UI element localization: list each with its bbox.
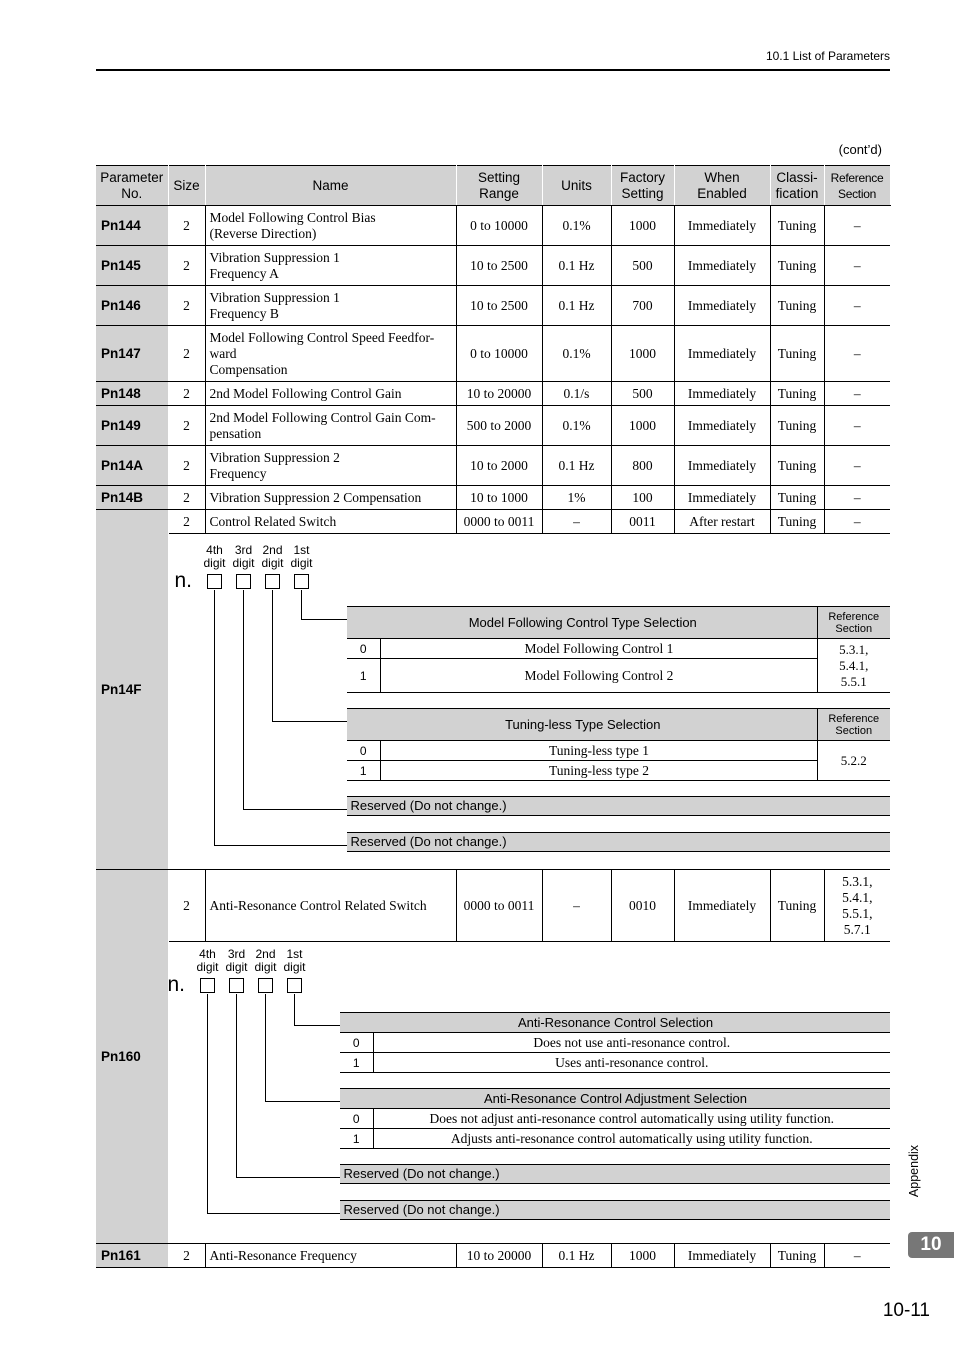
setting-group-1 <box>340 1012 890 1073</box>
name-cell: Anti-Resonance Control Related Switch <box>205 870 456 942</box>
digit-diagram <box>169 942 890 1243</box>
enabled-cell: Immediately <box>674 286 770 326</box>
digit-label: 2nd digit <box>254 947 277 974</box>
diagram-row <box>96 942 890 1244</box>
range-cell: 0 to 10000 <box>456 326 542 382</box>
factory-cell: 1000 <box>611 206 674 246</box>
size-cell: 2 <box>168 446 205 486</box>
digit-label: 4th digit <box>196 947 219 974</box>
param-no: Pn145 <box>96 246 168 286</box>
ref-cell: – <box>824 206 890 246</box>
reference-header: Reference Section <box>818 709 890 741</box>
continued-label: (cont’d) <box>838 142 882 157</box>
enabled-cell: After restart <box>674 510 770 534</box>
ref-cell: – <box>824 382 890 406</box>
ref-cell: – <box>824 446 890 486</box>
class-cell: Tuning <box>770 406 824 446</box>
parameter-table <box>96 165 891 1268</box>
param-no: Pn144 <box>96 206 168 246</box>
col-header: When Enabled <box>674 166 770 206</box>
ref-cell: – <box>824 246 890 286</box>
option-value: 1 <box>347 761 381 781</box>
running-header: 10.1 List of Parameters <box>765 49 890 63</box>
reserved-row: Reserved (Do not change.) <box>347 796 890 816</box>
class-cell: Tuning <box>770 510 824 534</box>
connector-line <box>214 845 347 846</box>
col-header: Reference Section <box>824 166 890 206</box>
connector-line <box>236 1177 340 1178</box>
reference-header: Reference Section <box>818 607 890 639</box>
name-cell: Vibration Suppression 1 Frequency A <box>205 246 456 286</box>
table-row <box>96 326 890 382</box>
connector-line <box>265 1101 340 1102</box>
header-rule <box>96 69 890 71</box>
table-row <box>96 406 890 446</box>
chapter-tab: 10 <box>908 1232 954 1258</box>
class-cell: Tuning <box>770 870 824 942</box>
range-cell: 0000 to 0011 <box>456 510 542 534</box>
name-cell: Model Following Control Speed Feedfor- ward Compensation <box>205 326 456 382</box>
class-cell: Tuning <box>770 286 824 326</box>
enabled-cell: Immediately <box>674 382 770 406</box>
option-value: 1 <box>340 1129 374 1149</box>
table-row <box>96 382 890 406</box>
table-row <box>96 286 890 326</box>
size-cell: 2 <box>168 206 205 246</box>
ref-cell: – <box>824 1244 890 1268</box>
digit-box <box>207 574 222 589</box>
range-cell: 500 to 2000 <box>456 406 542 446</box>
class-cell: Tuning <box>770 246 824 286</box>
units-cell: – <box>542 870 611 942</box>
table-row <box>96 246 890 286</box>
units-cell: 0.1 Hz <box>542 286 611 326</box>
name-cell: Control Related Switch <box>205 510 456 534</box>
digit-label: 3rd digit <box>232 543 255 570</box>
group-title: Model Following Control Type Selection <box>347 607 818 639</box>
range-cell: 10 to 20000 <box>456 1244 542 1268</box>
connector-line <box>207 1213 340 1214</box>
name-cell: Anti-Resonance Frequency <box>205 1244 456 1268</box>
table-row <box>96 446 890 486</box>
size-cell: 2 <box>168 510 205 534</box>
enabled-cell: Immediately <box>674 406 770 446</box>
group-title: Tuning-less Type Selection <box>347 709 818 741</box>
class-cell: Tuning <box>770 206 824 246</box>
range-cell: 0000 to 0011 <box>456 870 542 942</box>
param-no: Pn161 <box>96 1244 168 1268</box>
param-no: Pn147 <box>96 326 168 382</box>
range-cell: 0 to 10000 <box>456 206 542 246</box>
units-cell: 0.1/s <box>542 382 611 406</box>
ref-cell: 5.3.1, 5.4.1, 5.5.1, 5.7.1 <box>824 870 890 942</box>
digit-box <box>265 574 280 589</box>
connector-line <box>294 994 295 1025</box>
option-value: 1 <box>347 659 381 693</box>
enabled-cell: Immediately <box>674 870 770 942</box>
option-text: Does not adjust anti-resonance control automatically using utility function. <box>374 1109 890 1129</box>
range-cell: 10 to 2500 <box>456 286 542 326</box>
option-value: 0 <box>347 741 381 761</box>
range-cell: 10 to 2500 <box>456 246 542 286</box>
side-tab <box>904 1142 924 1206</box>
size-cell: 2 <box>168 326 205 382</box>
units-cell: – <box>542 510 611 534</box>
option-text: Model Following Control 1 <box>381 639 818 659</box>
enabled-cell: Immediately <box>674 246 770 286</box>
factory-cell: 500 <box>611 382 674 406</box>
option-value: 0 <box>340 1033 374 1053</box>
option-text: Model Following Control 2 <box>381 659 818 693</box>
range-cell: 10 to 20000 <box>456 382 542 406</box>
col-header: Setting Range <box>456 166 542 206</box>
units-cell: 0.1 Hz <box>542 246 611 286</box>
name-cell: Vibration Suppression 2 Compensation <box>205 486 456 510</box>
col-header: Classi- fication <box>770 166 824 206</box>
size-cell: 2 <box>168 870 205 942</box>
class-cell: Tuning <box>770 1244 824 1268</box>
option-text: Tuning-less type 2 <box>381 761 818 781</box>
col-header: Factory Setting <box>611 166 674 206</box>
n-prefix: n. <box>174 569 193 592</box>
table-row <box>96 510 890 534</box>
units-cell: 0.1 Hz <box>542 1244 611 1268</box>
param-no: Pn160 <box>96 870 168 1244</box>
size-cell: 2 <box>168 286 205 326</box>
option-text: Tuning-less type 1 <box>381 741 818 761</box>
factory-cell: 1000 <box>611 1244 674 1268</box>
option-text: Does not use anti-resonance control. <box>374 1033 890 1053</box>
connector-line <box>207 994 208 1213</box>
factory-cell: 800 <box>611 446 674 486</box>
enabled-cell: Immediately <box>674 326 770 382</box>
n-prefix: n. <box>167 973 186 996</box>
option-text: Uses anti-resonance control. <box>374 1053 890 1073</box>
name-cell: Model Following Control Bias (Reverse Direction) <box>205 206 456 246</box>
digit-box <box>200 978 215 993</box>
pn14f-digit-diagram <box>168 534 890 870</box>
reference-value: 5.2.2 <box>818 741 890 781</box>
factory-cell: 1000 <box>611 326 674 382</box>
class-cell: Tuning <box>770 326 824 382</box>
connector-line <box>301 619 347 620</box>
option-value: 1 <box>340 1053 374 1073</box>
class-cell: Tuning <box>770 486 824 510</box>
diagram-row <box>96 534 890 870</box>
col-header: Units <box>542 166 611 206</box>
name-cell: Vibration Suppression 2 Frequency <box>205 446 456 486</box>
reserved-row: Reserved (Do not change.) <box>347 832 890 852</box>
connector-line <box>272 590 273 721</box>
option-value: 0 <box>347 639 381 659</box>
ref-cell: – <box>824 510 890 534</box>
table-row <box>96 206 890 246</box>
digit-box <box>287 978 302 993</box>
range-cell: 10 to 2000 <box>456 446 542 486</box>
table-row <box>96 1244 890 1268</box>
class-cell: Tuning <box>770 446 824 486</box>
digit-label: 1st digit <box>283 947 306 974</box>
size-cell: 2 <box>168 246 205 286</box>
factory-cell: 700 <box>611 286 674 326</box>
digit-box <box>229 978 244 993</box>
option-text: Adjusts anti-resonance control automatically using utility function. <box>374 1129 890 1149</box>
group-title: Anti-Resonance Control Adjustment Selection <box>340 1089 890 1109</box>
units-cell: 0.1% <box>542 406 611 446</box>
enabled-cell: Immediately <box>674 486 770 510</box>
units-cell: 1% <box>542 486 611 510</box>
col-header: Name <box>205 166 456 206</box>
digit-label: 2nd digit <box>261 543 284 570</box>
setting-group-1 <box>347 606 890 693</box>
name-cell: Vibration Suppression 1 Frequency B <box>205 286 456 326</box>
ref-cell: – <box>824 486 890 510</box>
digit-box <box>258 978 273 993</box>
side-tab-label: Appendix <box>907 1144 921 1198</box>
option-value: 0 <box>340 1109 374 1129</box>
group-title: Anti-Resonance Control Selection <box>340 1013 890 1033</box>
size-cell: 2 <box>168 406 205 446</box>
enabled-cell: Immediately <box>674 206 770 246</box>
connector-line <box>236 994 237 1177</box>
units-cell: 0.1 Hz <box>542 446 611 486</box>
factory-cell: 0011 <box>611 510 674 534</box>
pn160-digit-diagram <box>168 942 890 1244</box>
setting-group-2 <box>347 708 890 781</box>
name-cell: 2nd Model Following Control Gain Com- pensation <box>205 406 456 446</box>
units-cell: 0.1% <box>542 326 611 382</box>
class-cell: Tuning <box>770 382 824 406</box>
digit-box <box>236 574 251 589</box>
table-row <box>96 870 890 942</box>
ref-cell: – <box>824 326 890 382</box>
enabled-cell: Immediately <box>674 446 770 486</box>
table-row <box>96 486 890 510</box>
page-number: 10-11 <box>882 1300 930 1321</box>
param-no: Pn148 <box>96 382 168 406</box>
ref-cell: – <box>824 286 890 326</box>
factory-cell: 1000 <box>611 406 674 446</box>
factory-cell: 0010 <box>611 870 674 942</box>
reserved-row: Reserved (Do not change.) <box>340 1200 890 1220</box>
range-cell: 10 to 1000 <box>456 486 542 510</box>
param-no: Pn14A <box>96 446 168 486</box>
col-header: Size <box>168 166 205 206</box>
param-no: Pn14F <box>96 510 168 870</box>
digit-label: 1st digit <box>290 543 313 570</box>
size-cell: 2 <box>168 382 205 406</box>
table-header-row <box>96 166 890 206</box>
digit-label: 3rd digit <box>225 947 248 974</box>
connector-line <box>265 994 266 1101</box>
digit-diagram <box>169 534 890 869</box>
connector-line <box>243 809 347 810</box>
factory-cell: 100 <box>611 486 674 510</box>
size-cell: 2 <box>168 1244 205 1268</box>
setting-group-2 <box>340 1088 890 1149</box>
col-header: Parameter No. <box>96 166 168 206</box>
units-cell: 0.1% <box>542 206 611 246</box>
connector-line <box>272 721 347 722</box>
connector-line <box>294 1025 340 1026</box>
digit-box <box>294 574 309 589</box>
connector-line <box>214 590 215 845</box>
connector-line <box>243 590 244 809</box>
param-no: Pn149 <box>96 406 168 446</box>
enabled-cell: Immediately <box>674 1244 770 1268</box>
size-cell: 2 <box>168 486 205 510</box>
ref-cell: – <box>824 406 890 446</box>
reference-value: 5.3.1, 5.4.1, 5.5.1 <box>818 639 890 693</box>
name-cell: 2nd Model Following Control Gain <box>205 382 456 406</box>
param-no: Pn14B <box>96 486 168 510</box>
param-no: Pn146 <box>96 286 168 326</box>
digit-label: 4th digit <box>203 543 226 570</box>
reserved-row: Reserved (Do not change.) <box>340 1164 890 1184</box>
connector-line <box>301 590 302 619</box>
factory-cell: 500 <box>611 246 674 286</box>
